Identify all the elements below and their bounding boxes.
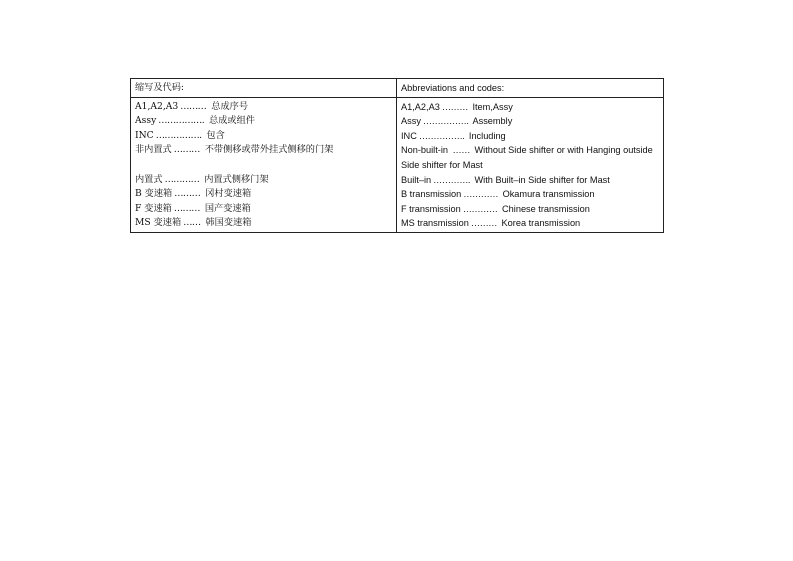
abbreviations-document [130,78,663,233]
list-item: B transmission ………… Okamura transmission [401,189,595,200]
blank-line [135,158,392,173]
en-entries-cell [397,97,664,232]
list-item: F transmission ………… Chinese transmission [401,203,590,214]
list-item: A1,A2,A3 ……… 总成序号 [135,100,249,112]
list-item: INC ……………. 包含 [135,129,225,141]
list-item: F 变速箱 ……… 国产变速箱 [135,202,251,214]
list-item: Non-built-in …… Without Side shifter or with Hanging outside Side shifter for Mast [401,145,653,170]
list-item: Assy ……………. 总成或组件 [135,115,255,127]
zh-entries-cell [131,97,397,232]
list-item: A1,A2,A3 ……… Item,Assy [401,101,513,112]
list-item: Built–in …………. With Built–in Side shifter for Mast [401,174,610,185]
list-item: INC ……………. Including [401,130,506,141]
list-item: B 变速箱 ……… 冈村变速箱 [135,188,252,200]
list-item: 内置式 ………… 内置式侧移门架 [135,173,269,185]
table-body-row [131,97,664,232]
list-item: Assy ……………. Assembly [401,116,513,127]
header-zh: 缩写及代码: [131,79,397,98]
list-item: 非内置式 ……… 不带侧移或带外挂式侧移的门架 [135,144,334,156]
table-header-row [131,79,664,98]
abbreviations-table [130,78,664,233]
list-item: MS transmission ……… Korea transmission [401,218,581,229]
list-item: MS 变速箱 …… 韩国变速箱 [135,217,252,229]
header-en: Abbreviations and codes: [397,79,664,98]
